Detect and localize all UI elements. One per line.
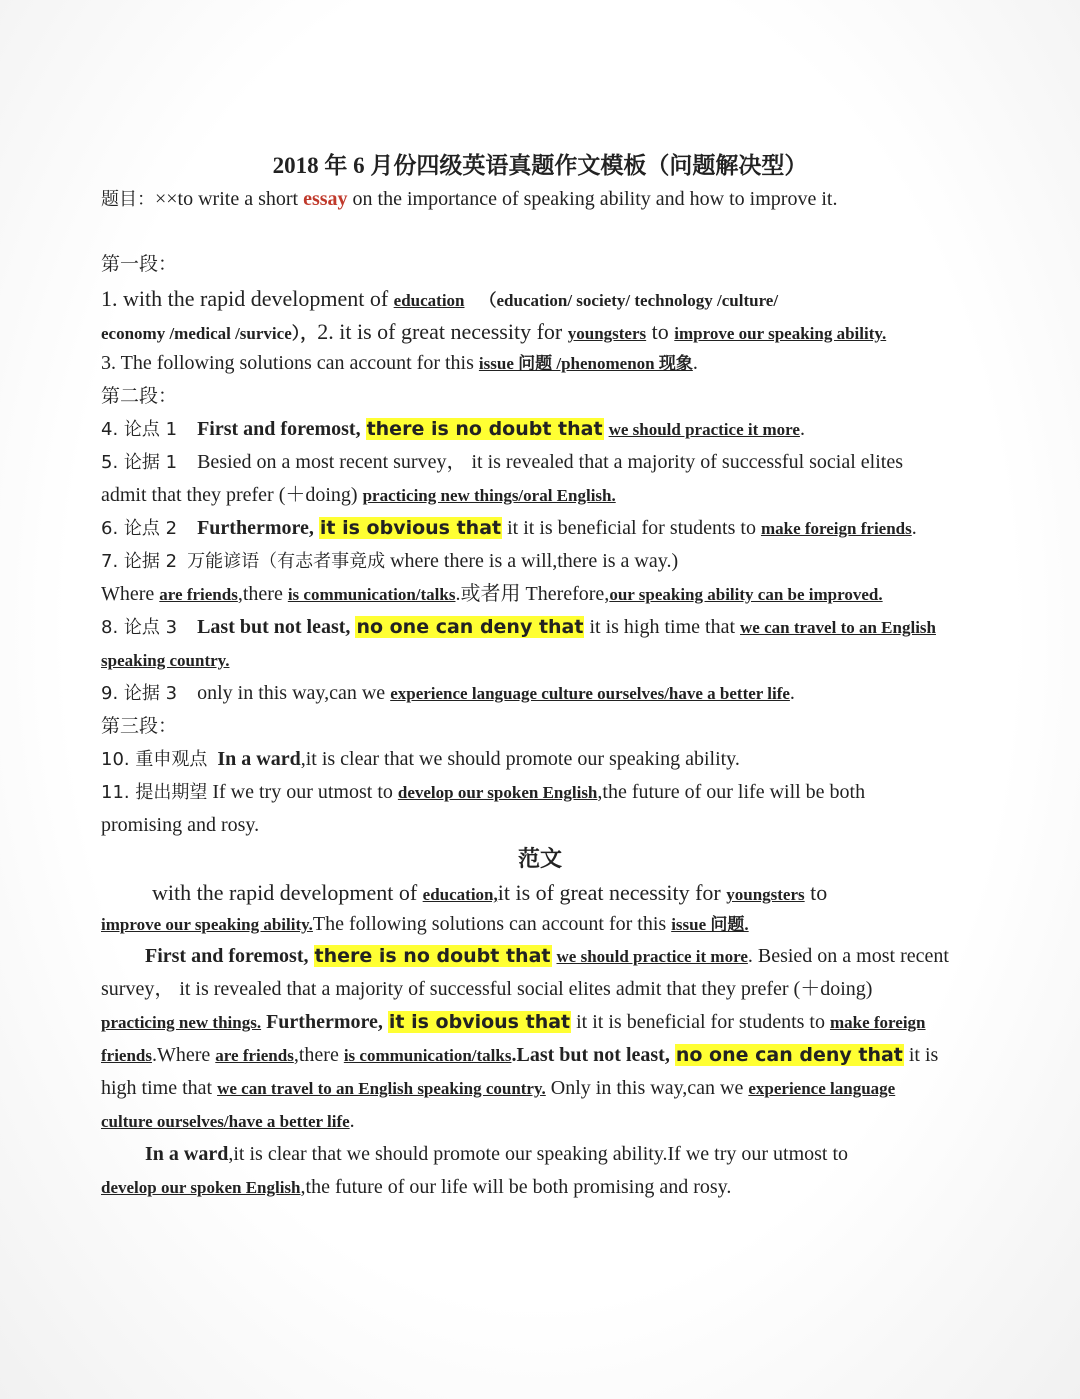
template-line-13: 10. 重申观点 In a ward,it is clear that we should promote our speaking ability.	[101, 748, 740, 770]
document-title: 2018 年 6 月份四级英语真题作文模板（问题解决型）	[272, 153, 808, 178]
highlight-phrase: there is no doubt that	[366, 418, 603, 440]
section-heading-1: 第一段：	[101, 253, 178, 275]
template-line-9: Where are friends,there is communication/talks.或者用 Therefore,our speaking ability can be improved.	[101, 583, 883, 605]
section-heading-2: 第二段：	[101, 385, 178, 407]
template-line-5: 5. 论据 1 Besied on a most recent survey， it is revealed that a majority of successful social elites	[101, 451, 903, 473]
template-line-10: 8. 论点 3 Last but not least, no one can deny that it is high time that we can travel to an English	[101, 616, 936, 638]
sample-line-5: practicing new things. Furthermore, it is obvious that it it is beneficial for students to make foreign	[101, 1011, 926, 1033]
template-line-1: 1. with the rapid development of education （education/ society/ technology /culture/	[101, 286, 779, 311]
template-line-4: 4. 论点 1 First and foremost, there is no doubt that we should practice it more.	[101, 418, 805, 440]
highlight-phrase: no one can deny that	[356, 616, 584, 638]
sample-line-4: survey， it is revealed that a majority of successful social elites admit that they prefer (＋doing)	[101, 978, 873, 1000]
prompt-line: 题目：××to write a short essay on the importance of speaking ability and how to improve it.	[101, 188, 838, 210]
template-line-2: economy /medical /survice），2. it is of great necessity for youngsters to improve our speaking ability.	[101, 319, 887, 344]
sample-line-1: with the rapid development of education,it is of great necessity for youngsters to	[152, 880, 828, 905]
sample-line-3: First and foremost, there is no doubt that we should practice it more. Besied on a most recent	[145, 945, 949, 967]
highlight-phrase: it is obvious that	[388, 1011, 571, 1033]
sample-essay-heading: 范文	[517, 846, 562, 871]
sample-line-2: improve our speaking ability.The following solutions can account for this issue 问题.	[101, 913, 749, 935]
template-line-8: 7. 论据 2 万能谚语（有志者事竟成 where there is a will,there is a way.)	[101, 550, 679, 572]
template-line-3: 3. The following solutions can account for this issue 问题 /phenomenon 现象.	[101, 352, 698, 374]
sample-line-9: In a ward,it is clear that we should promote our speaking ability.If we try our utmost to	[145, 1143, 849, 1165]
template-line-7: 6. 论点 2 Furthermore, it is obvious that it it is beneficial for students to make foreign friends.	[101, 517, 917, 539]
keyword-essay: essay	[303, 188, 348, 210]
sample-line-6: friends.Where are friends,there is communication/talks.Last but not least, no one can deny that it is	[101, 1044, 939, 1066]
template-line-6: admit that they prefer (＋doing) practicing new things/oral English.	[101, 484, 616, 506]
template-line-11: speaking country.	[101, 651, 230, 670]
section-heading-3: 第三段：	[101, 715, 178, 737]
highlight-phrase: there is no doubt that	[314, 945, 551, 967]
template-line-15: promising and rosy.	[101, 814, 260, 836]
highlight-phrase: no one can deny that	[675, 1044, 903, 1066]
highlight-phrase: it is obvious that	[319, 517, 502, 539]
sample-line-7: high time that we can travel to an English speaking country. Only in this way,can we experience language	[101, 1077, 896, 1099]
template-line-12: 9. 论据 3 only in this way,can we experience language culture ourselves/have a better life.	[101, 682, 795, 704]
sample-line-8: culture ourselves/have a better life.	[101, 1110, 355, 1132]
sample-line-10: develop our spoken English,the future of our life will be both promising and rosy.	[101, 1176, 732, 1198]
template-line-14: 11. 提出期望 If we try our utmost to develop our spoken English,the future of our life will be both	[101, 781, 866, 803]
